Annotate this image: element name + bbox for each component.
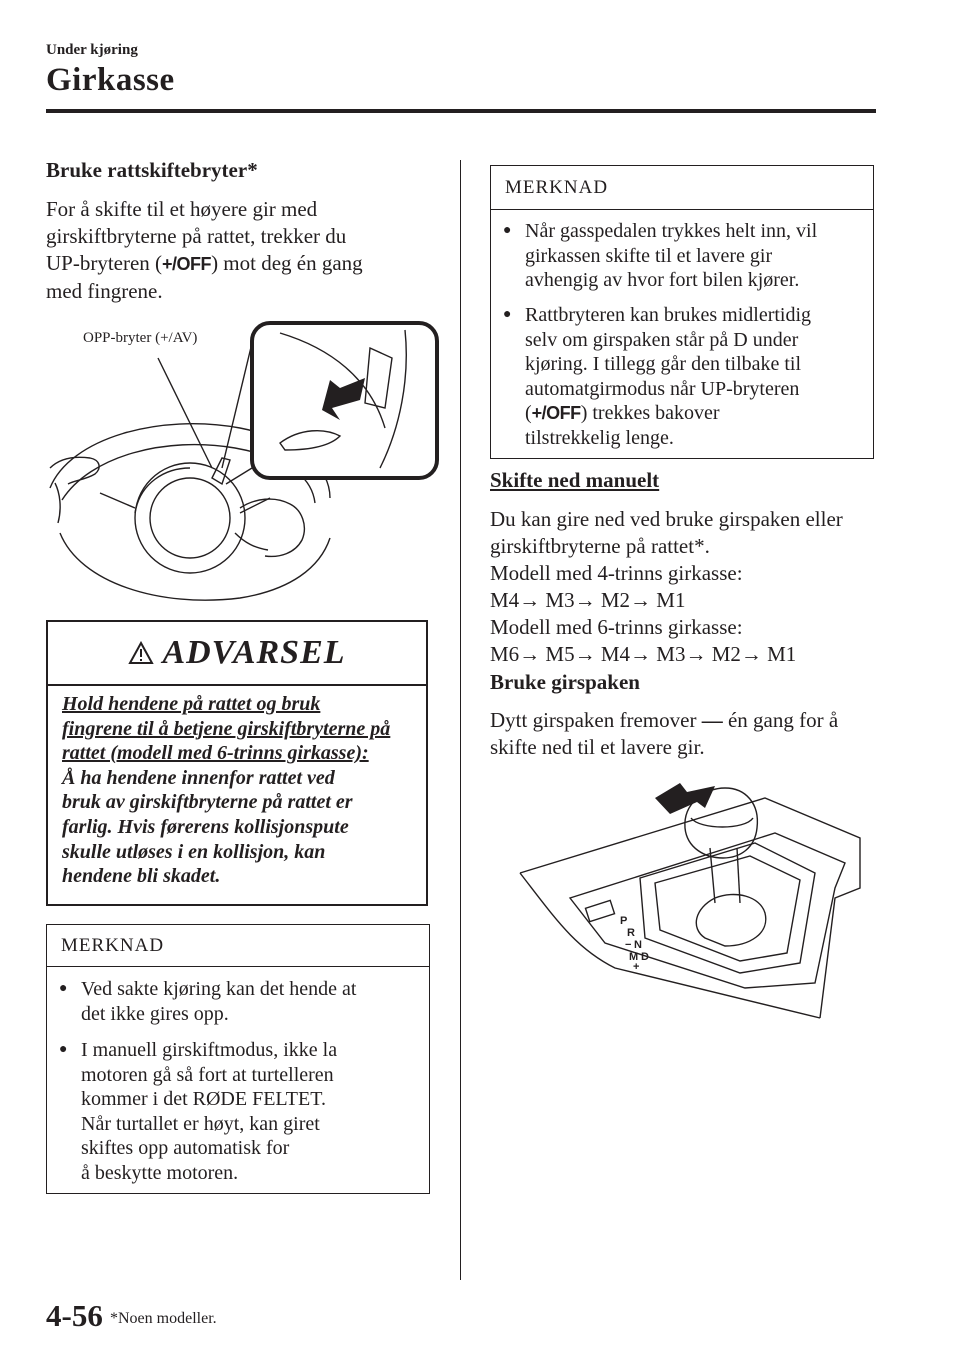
- footnote: *Noen modeller.: [110, 1310, 217, 1327]
- note-line: motoren gå så fort at turtelleren: [81, 1063, 334, 1086]
- note-text: (: [525, 402, 532, 424]
- chapter-title: Girkasse: [46, 62, 175, 98]
- note-line: kjøring. I tillegg går den tilbake til: [525, 353, 802, 375]
- warning-line: Å ha hendene innenfor rattet ved: [62, 766, 335, 789]
- note-box-left: [46, 924, 430, 1194]
- note-item: [59, 977, 356, 1026]
- note-line: girkassen skifte til et lavere gir: [525, 244, 773, 267]
- gear-lever-figure: [515, 778, 875, 1033]
- bullet-icon: ●: [59, 1042, 68, 1057]
- gear-lever-illustration: [515, 778, 875, 1033]
- bullet-icon: ●: [503, 223, 512, 238]
- lever-line: [490, 707, 838, 734]
- manual-line: Modell med 6-trinns girkasse:: [490, 615, 743, 639]
- warning-triangle-icon: [128, 641, 154, 665]
- warning-line: hendene bli skadet.: [62, 865, 221, 888]
- steering-wheel-figure: [40, 318, 440, 608]
- intro-line: For å skifte til et høyere gir med: [46, 197, 318, 221]
- lever-line: skifte ned til et lavere gir.: [490, 735, 705, 759]
- bullet-icon: ●: [503, 307, 512, 322]
- note-line: skiftes opp automatisk for: [81, 1137, 290, 1159]
- page-number: 4-56: [46, 1298, 103, 1333]
- up-off-switch-icon: +/OFF: [162, 254, 212, 274]
- manual-line: M6→ M5→ M4→ M3→ M2→ M1: [490, 642, 797, 666]
- note-line: kommer i det RØDE FELTET.: [81, 1088, 326, 1110]
- section-label: Under kjøring: [46, 42, 138, 58]
- note-title: MERKNAD: [491, 166, 873, 210]
- gate-letter-d: D: [641, 951, 649, 963]
- note-box-right: [490, 165, 874, 459]
- note-line: automatgirmodus når UP-bryteren: [525, 377, 800, 400]
- gate-letter-n: N: [634, 939, 642, 951]
- steering-shift-intro: [46, 196, 363, 305]
- manual-downshift-heading: Skifte ned manuelt: [490, 468, 660, 492]
- steering-shift-heading: Bruke rattskiftebryter*: [46, 158, 258, 182]
- note-item: [59, 1038, 337, 1185]
- column-divider: [460, 160, 461, 1280]
- manual-line: M4→ M3→ M2→ M1: [490, 588, 686, 612]
- note-line: det ikke gires opp.: [81, 1002, 229, 1025]
- manual-line: girskiftbryterne på rattet*.: [490, 534, 710, 558]
- warning-underlined-line: Hold hendene på rattet og bruk: [62, 693, 321, 715]
- warning-line: bruk av girskiftbryterne på rattet er: [62, 791, 353, 814]
- note-line: å beskytte motoren.: [81, 1161, 239, 1184]
- gate-letter-plus: +: [633, 961, 640, 973]
- lever-text: Dytt girspaken fremover: [490, 708, 697, 732]
- manual-line: Modell med 4-trinns girkasse:: [490, 561, 743, 585]
- up-off-switch-icon: +/OFF: [531, 403, 581, 423]
- minus-icon: —: [701, 708, 723, 732]
- note-line: Når gasspedalen trykkes helt inn, vil: [525, 220, 818, 242]
- note-line: [503, 401, 811, 426]
- warning-underlined-line: rattet (modell med 6-trinns girkasse):: [62, 742, 369, 765]
- gear-lever-heading: Bruke girspaken: [490, 670, 640, 694]
- warning-line: farlig. Hvis førerens kollisjonspute: [62, 815, 349, 838]
- manual-downshift-text: [490, 506, 843, 668]
- intro-text: UP-bryteren (: [46, 251, 163, 275]
- bullet-icon: ●: [59, 981, 68, 996]
- gate-letter-r: R: [627, 927, 635, 939]
- note-line: tilstrekkelig lenge.: [525, 426, 674, 449]
- note-line: Ved sakte kjøring kan det hende at: [81, 978, 357, 1000]
- lever-text: én gang for å: [727, 708, 839, 732]
- note-text: ) trekkes bakover: [580, 402, 720, 424]
- warning-line: skulle utløses i en kollisjon, kan: [62, 840, 326, 863]
- warning-underlined-line: fingrene til å betjene girskiftbryterne på: [62, 717, 391, 740]
- intro-line: med fingrene.: [46, 279, 163, 303]
- note-line: I manuell girskiftmodus, ikke la: [81, 1039, 338, 1061]
- up-switch-label: OPP-bryter (+/AV): [83, 330, 198, 346]
- steering-wheel-illustration: [40, 318, 440, 608]
- note-line: avhengig av hvor fort bilen kjører.: [525, 269, 800, 291]
- note-item: [503, 219, 817, 293]
- intro-line: girskiftbryterne på rattet, trekker du: [46, 224, 347, 248]
- note-title: MERKNAD: [47, 925, 429, 967]
- gate-letter-m: M: [629, 951, 639, 963]
- manual-line: Du kan gire ned ved bruke girspaken eller: [490, 507, 843, 531]
- note-item: [503, 303, 811, 450]
- gate-letter-minus: −: [625, 939, 632, 951]
- intro-text: ) mot deg én gang: [211, 251, 363, 275]
- gate-letter-p: P: [620, 915, 628, 927]
- header-rule: [46, 109, 876, 113]
- note-line: Rattbryteren kan brukes midlertidig: [525, 304, 812, 326]
- intro-line: [46, 250, 363, 278]
- note-line: Når turtallet er høyt, kan giret: [81, 1112, 320, 1135]
- warning-box: [46, 620, 428, 906]
- gear-lever-text: [490, 707, 838, 761]
- note-line: selv om girspaken står på D under: [525, 328, 799, 351]
- warning-body: [62, 692, 390, 889]
- warning-title: ADVARSEL: [162, 634, 346, 671]
- warning-header: [48, 622, 426, 686]
